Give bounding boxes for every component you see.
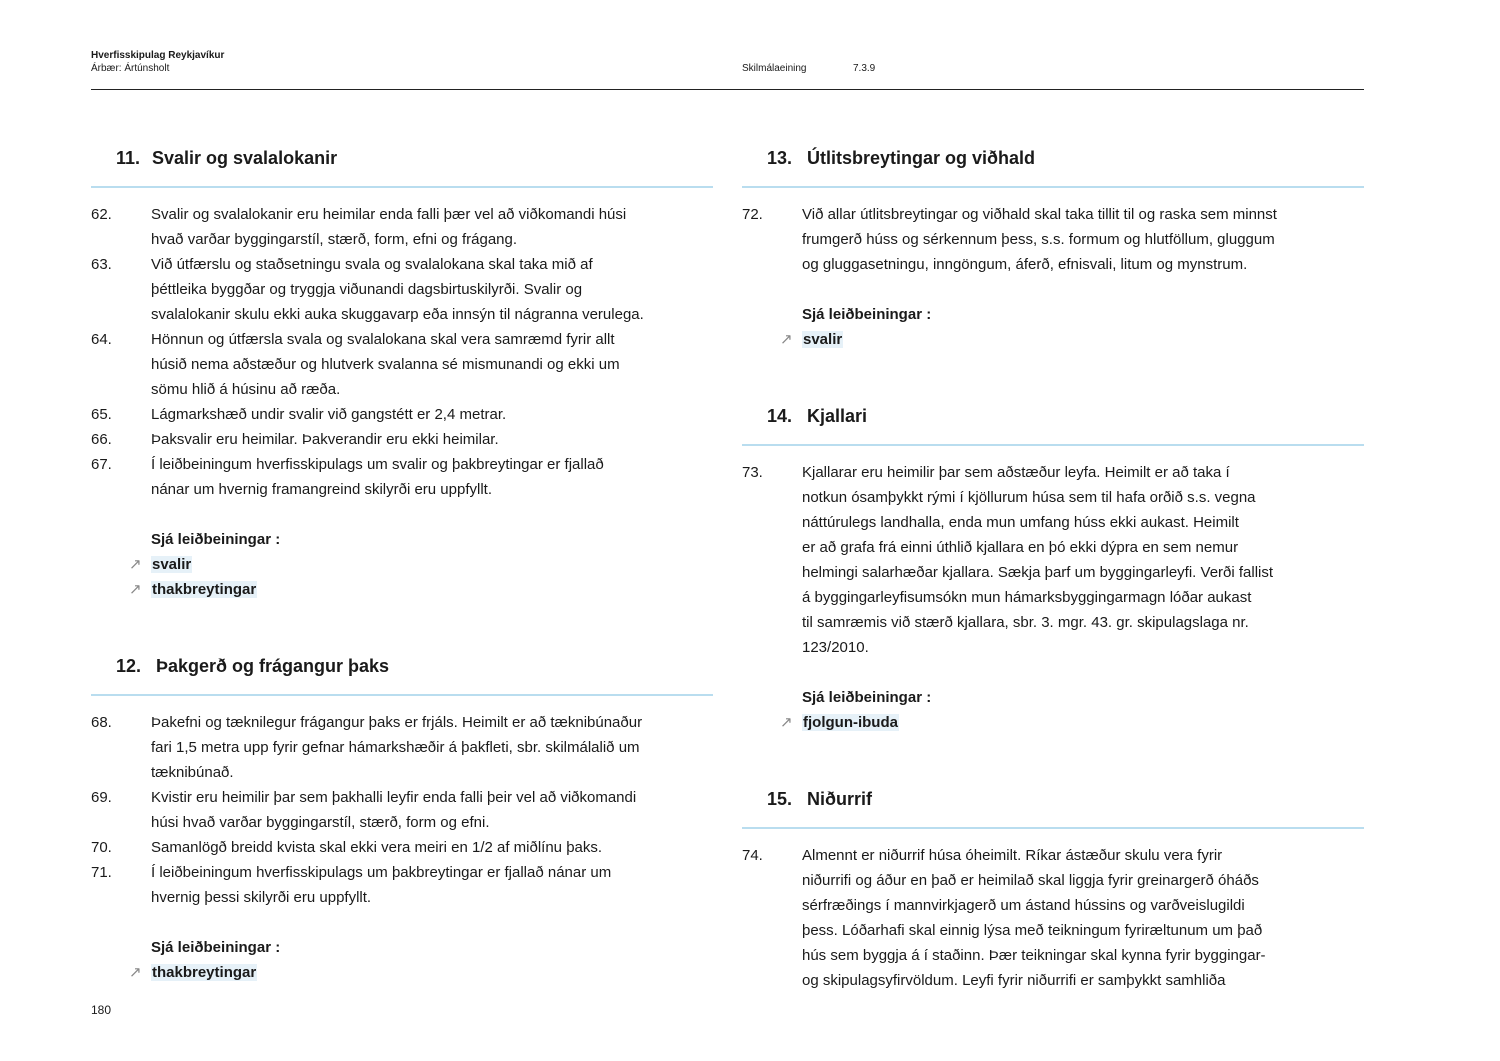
- guideline-link-svalir[interactable]: [129, 552, 713, 577]
- section-number: 11.: [116, 148, 141, 168]
- paragraph-number: 65.: [91, 406, 112, 423]
- paragraph-number: 66.: [91, 431, 112, 448]
- section-14: [742, 402, 1364, 735]
- section-divider: [742, 827, 1364, 829]
- paragraph-number: 68.: [91, 714, 112, 731]
- section-number: 15.: [767, 789, 793, 809]
- paragraph-65: [91, 402, 713, 427]
- paragraph-number: 70.: [91, 839, 112, 856]
- section-divider: [742, 186, 1364, 188]
- paragraph-number: 72.: [742, 206, 763, 223]
- document-subtitle: Árbær: Ártúnsholt: [91, 63, 170, 74]
- paragraph-64: [91, 327, 713, 402]
- paragraph-69: [91, 785, 713, 835]
- guideline-link-svalir[interactable]: [780, 327, 1364, 352]
- paragraph-number: 74.: [742, 847, 763, 864]
- section-divider: [91, 186, 713, 188]
- external-arrow-icon: ↗: [129, 581, 142, 598]
- external-arrow-icon: ↗: [780, 331, 793, 348]
- paragraph-number: 64.: [91, 331, 112, 348]
- section-title: Kjallari: [807, 406, 868, 426]
- paragraph-number: 69.: [91, 789, 112, 806]
- external-arrow-icon: ↗: [129, 964, 142, 981]
- section-15: [742, 785, 1364, 993]
- guidelines-block: [780, 685, 1364, 735]
- section-11: [91, 144, 713, 602]
- section-title: Útlitsbreytingar og viðhald: [807, 148, 1036, 168]
- paragraph-62: [91, 202, 713, 252]
- section-number: 13.: [767, 148, 793, 168]
- guidelines-label: Sjá leiðbeiningar :: [802, 306, 932, 323]
- guideline-link-thakbreytingar[interactable]: [129, 577, 713, 602]
- right-column: [742, 144, 1364, 993]
- paragraph-text: Svalir og svalalokanir eru heimilar enda falli þær vel að viðkomandi húsi hvað varðar byggingarstíl, stærð, form, efni og frágang.: [151, 206, 627, 248]
- paragraph-text: Við allar útlitsbreytingar og viðhald skal taka tillit til og raska sem minnst frumgerð húss og sérkennum þess, s.s. formum og hlutföllum, gluggum og gluggasetningu, inngöngum, áferð, efnisvali, litum og mynstrum.: [802, 206, 1277, 273]
- paragraph-74: [742, 843, 1364, 993]
- section-title: Niðurrif: [807, 789, 872, 809]
- section-number: 12.: [116, 656, 142, 676]
- guideline-link-fjolgun-ibuda[interactable]: [780, 710, 1364, 735]
- guideline-link-text[interactable]: thakbreytingar: [152, 581, 257, 598]
- paragraph-text: Við útfærslu og staðsetningu svala og svalalokana skal taka mið af þéttleika byggðar og tryggja viðunandi dagsbirtuskilyrði. Svalir og svalalokanir skulu ekki auka skuggavarp eða innsýn til nágranna verulega.: [151, 256, 644, 323]
- section-13: [742, 144, 1364, 352]
- paragraph-text: Almennt er niðurrif húsa óheimilt. Ríkar ástæður skulu vera fyrir niðurrifi og áður en það er heimilað skal liggja fyrir greinargerð óháðs sérfræðings í mannvirkjagerð um ástand hússins og varðveislugildi þess. Lóðarhafi skal einnig lýsa með teikningum fyriræltunum um það hús sem byggja á í staðinn. Þær teikningar skal kynna fyrir byggingar- og skipulagsyfirvöldum. Leyfi fyrir niðurrifi er samþykkt samhliða: [802, 847, 1266, 989]
- paragraph-72: [742, 202, 1364, 277]
- paragraph-63: [91, 252, 713, 327]
- guidelines-block: [129, 527, 713, 602]
- paragraph-number: 63.: [91, 256, 112, 273]
- section-divider: [742, 444, 1364, 446]
- paragraph-70: [91, 835, 713, 860]
- guideline-link-text[interactable]: svalir: [803, 331, 843, 348]
- paragraph-text: Samanlögð breidd kvista skal ekki vera meiri en 1/2 af miðlínu þaks.: [151, 839, 603, 856]
- paragraph-number: 67.: [91, 456, 112, 473]
- section-number: 14.: [767, 406, 793, 426]
- guidelines-label: Sjá leiðbeiningar :: [151, 939, 281, 956]
- unit-label: Skilmálaeining: [742, 63, 807, 74]
- section-heading: [742, 402, 1364, 432]
- page-number: 180: [91, 1003, 112, 1017]
- paragraph-text: Þakefni og tæknilegur frágangur þaks er frjáls. Heimilt er að tæknibúnaður fari 1,5 metra upp fyrir gefnar hámarkshæðir á þakfleti, sbr. skilmálalið um tæknibúnað.: [151, 714, 643, 781]
- section-12: [91, 652, 713, 985]
- paragraph-text: Hönnun og útfærsla svala og svalalokana skal vera samræmd fyrir allt húsið nema aðstæður og hlutverk svalanna sé mismunandi og ekki um sömu hlið á húsinu að ræða.: [151, 331, 620, 398]
- paragraph-text: Lágmarkshæð undir svalir við gangstétt er 2,4 metrar.: [151, 406, 507, 423]
- guideline-link-text[interactable]: svalir: [152, 556, 192, 573]
- section-divider: [91, 694, 713, 696]
- paragraph-71: [91, 860, 713, 910]
- guideline-link-text[interactable]: fjolgun-ibuda: [803, 714, 898, 731]
- guidelines-block: [129, 935, 713, 985]
- paragraph-number: 62.: [91, 206, 112, 223]
- paragraph-text: Kvistir eru heimilir þar sem þakhalli leyfir enda falli þeir vel að viðkomandi húsi hvað varðar byggingarstíl, stærð, form og efni.: [151, 789, 637, 831]
- section-heading: [91, 652, 713, 682]
- section-title: Svalir og svalalokanir: [152, 148, 338, 168]
- paragraph-68: [91, 710, 713, 785]
- guidelines-block: [780, 302, 1364, 352]
- paragraph-67: [91, 452, 713, 502]
- paragraph-66: [91, 427, 713, 452]
- guideline-link-text[interactable]: thakbreytingar: [152, 964, 257, 981]
- section-title: Þakgerð og frágangur þaks: [156, 656, 390, 676]
- paragraph-text: Í leiðbeiningum hverfisskipulags um svalir og þakbreytingar er fjallað nánar um hvernig framangreind skilyrði eru uppfyllt.: [151, 456, 604, 498]
- section-heading: [742, 785, 1364, 815]
- paragraph-text: Þaksvalir eru heimilar. Þakverandir eru ekki heimilar.: [151, 431, 499, 448]
- document-title: Hverfisskipulag Reykjavíkur: [91, 50, 225, 61]
- paragraph-number: 71.: [91, 864, 112, 881]
- section-heading: [742, 144, 1364, 174]
- left-column: [91, 144, 713, 985]
- unit-code: 7.3.9: [853, 63, 876, 74]
- paragraph-73: [742, 460, 1364, 660]
- paragraph-text: Í leiðbeiningum hverfisskipulags um þakbreytingar er fjallað nánar um hvernig þessi skilyrði eru uppfyllt.: [151, 864, 612, 906]
- guidelines-label: Sjá leiðbeiningar :: [151, 531, 281, 548]
- external-arrow-icon: ↗: [780, 714, 793, 731]
- header-divider: [91, 89, 1364, 90]
- guidelines-label: Sjá leiðbeiningar :: [802, 689, 932, 706]
- guideline-link-thakbreytingar[interactable]: [129, 960, 713, 985]
- section-heading: [91, 144, 713, 174]
- paragraph-text: Kjallarar eru heimilir þar sem aðstæður leyfa. Heimilt er að taka í notkun ósamþykkt rými í kjöllurum húsa sem til hafa orðið s.s. vegna náttúrulegs landhalla, enda mun umfang húss ekki aukast. Heimilt er að grafa frá einni úthlið kjallara en þó ekki dýpra en sem nemur helmingi salarhæðar kjallara. Sækja þarf um byggingarleyfi. Verði fallist á byggingarleyfisumsókn mun hámarksbyggingarmagn lóðar aukast til samræmis við stærð kjallara, sbr. 3. mgr. 43. gr. skipulagslaga nr. 123/2010.: [802, 464, 1274, 656]
- external-arrow-icon: ↗: [129, 556, 142, 573]
- paragraph-number: 73.: [742, 464, 763, 481]
